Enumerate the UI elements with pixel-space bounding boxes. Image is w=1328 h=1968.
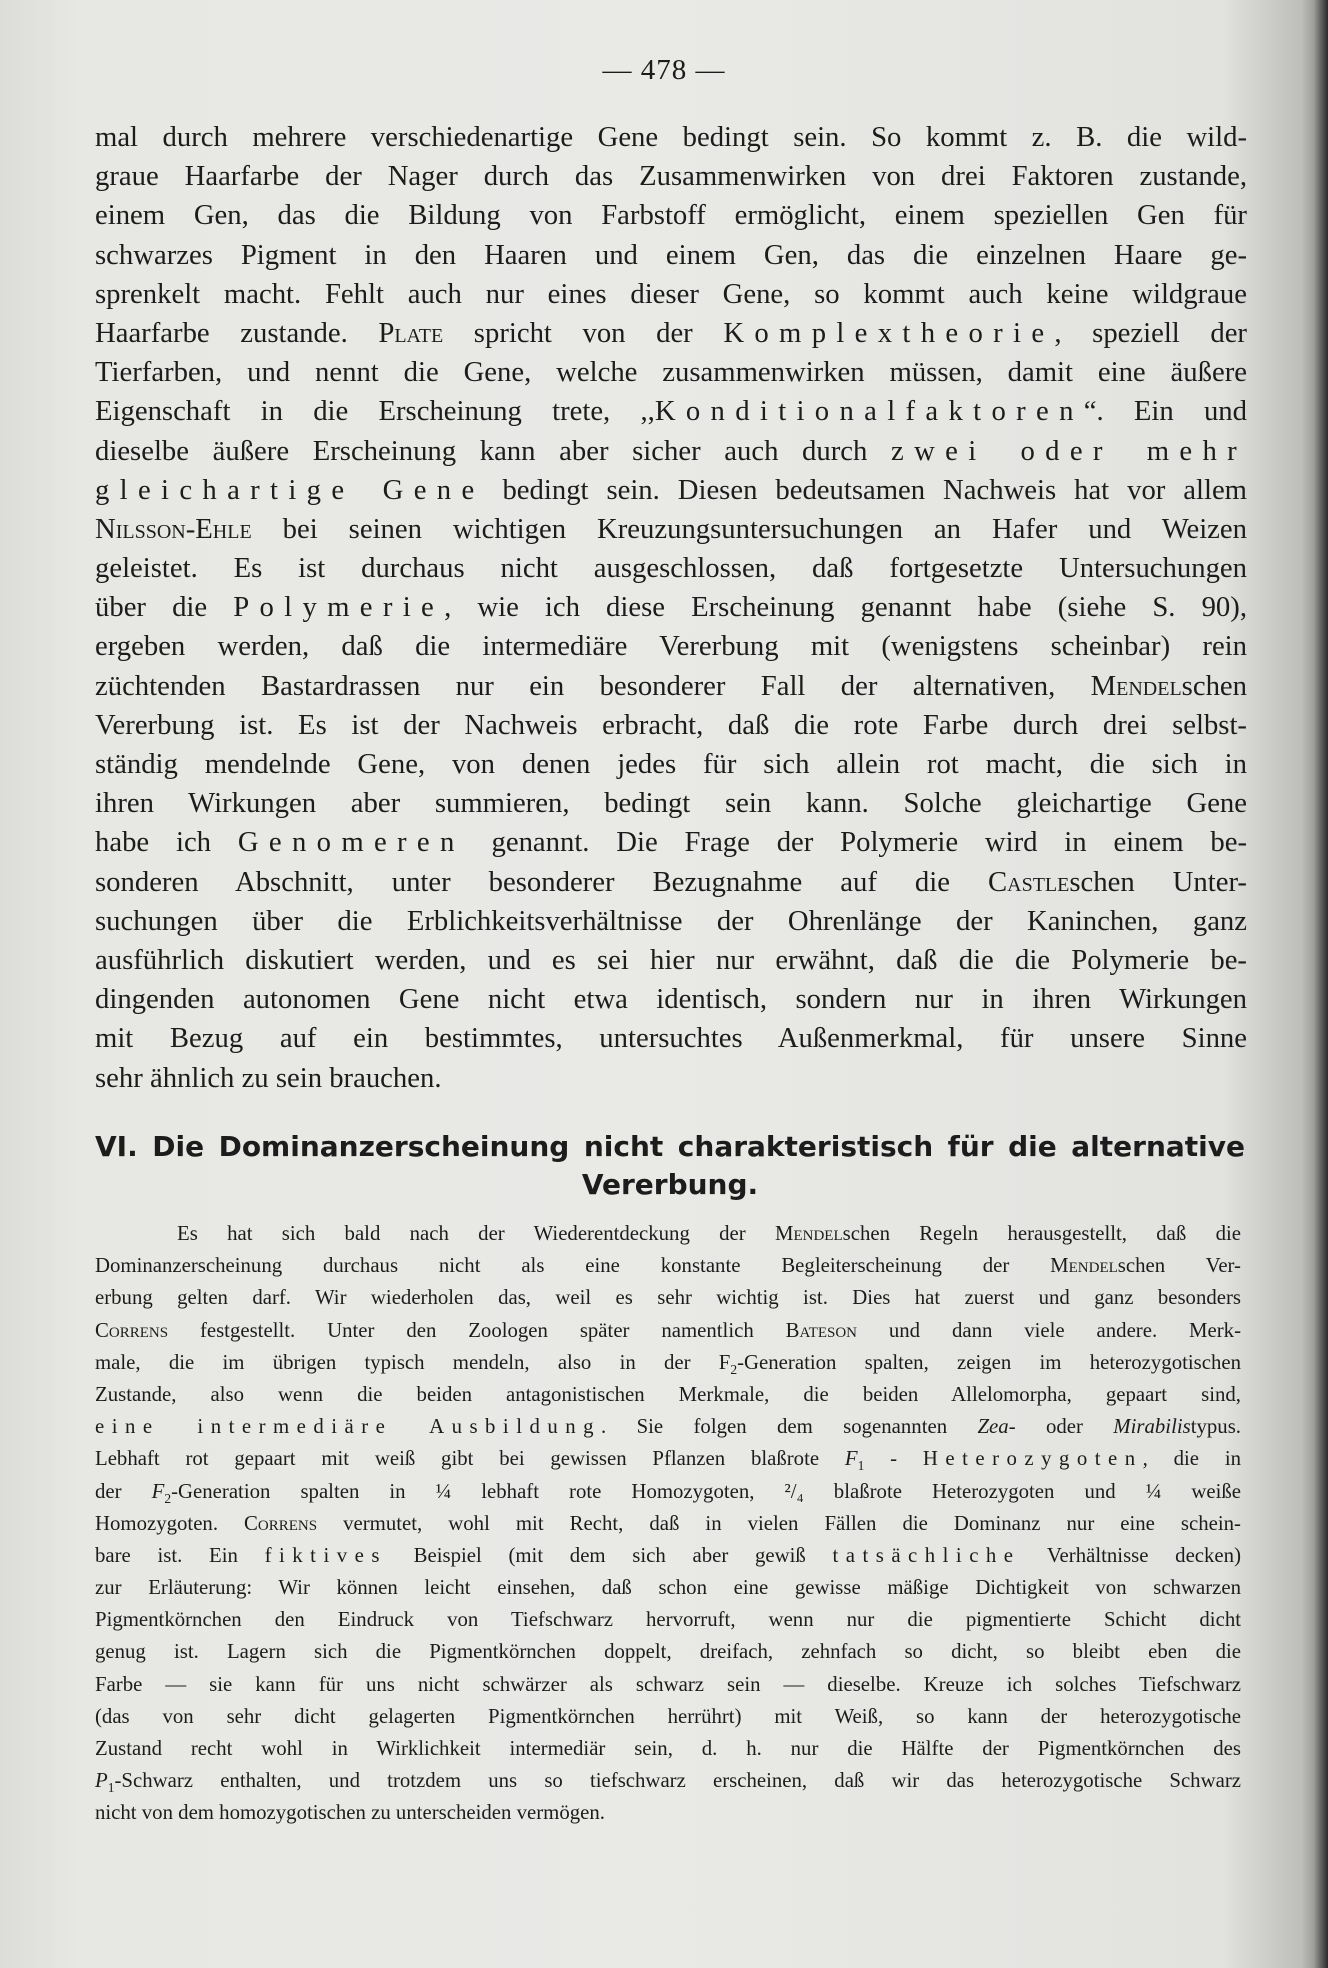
text-segment: Heterozygoten bbox=[922, 1447, 1143, 1471]
text-segment: Beispiel (mit dem sich aber gewiß bbox=[386, 1543, 833, 1567]
text-segment: Plate bbox=[378, 316, 444, 349]
text-segment: festgestellt. Unter den Zoologen später namentlich bbox=[168, 1318, 786, 1342]
text-segment: . Sie folgen dem sogenannten bbox=[601, 1415, 978, 1439]
text-segment: (das von sehr dicht gelagerten Pigmentkörnchen herrührt) mit Weiß, so kann der heterozygotische bbox=[95, 1704, 1241, 1728]
text-segment: 2 bbox=[164, 1490, 172, 1506]
text-line bbox=[95, 667, 1247, 706]
text-line bbox=[95, 1379, 1241, 1411]
text-segment: Verhältnisse decken) bbox=[1020, 1543, 1241, 1567]
text-segment: ergeben werden, daß die intermediäre Vererbung mit (wenigstens scheinbar) rein bbox=[95, 630, 1247, 663]
text-segment: typus. bbox=[1190, 1415, 1241, 1439]
text-segment: fiktives bbox=[264, 1543, 387, 1567]
text-segment: -Generation spalten in ¼ lebhaft rote Homozygoten, ²/₄ blaßrote Heterozygoten und ¼ weiße bbox=[171, 1479, 1241, 1503]
text-line bbox=[95, 1218, 1241, 1250]
text-line bbox=[95, 588, 1247, 627]
text-segment: Pigmentkörnchen den Eindruck von Tiefschwarz hervorruft, wenn nur die pigmentierte Schicht dicht bbox=[95, 1608, 1241, 1632]
text-line bbox=[95, 706, 1247, 745]
text-line bbox=[95, 1250, 1241, 1282]
text-segment: Bateson bbox=[785, 1318, 857, 1342]
text-line bbox=[95, 353, 1247, 392]
text-segment: züchtenden Bastardrassen nur ein besonderer Fall der alternativen, bbox=[95, 669, 1091, 702]
text-segment: 1 bbox=[107, 1780, 115, 1796]
text-segment: eine intermediäre Ausbildung bbox=[95, 1415, 602, 1439]
text-segment: Konditionalfaktoren bbox=[654, 395, 1084, 428]
text-line bbox=[95, 275, 1247, 314]
text-line bbox=[95, 471, 1247, 510]
text-line bbox=[95, 1765, 1241, 1797]
text-segment: Homozygoten. bbox=[95, 1511, 245, 1535]
text-line bbox=[95, 1733, 1241, 1765]
text-segment: schen Regeln herausgestellt, daß die bbox=[842, 1222, 1241, 1245]
text-line bbox=[95, 745, 1247, 784]
text-segment: habe ich bbox=[95, 826, 238, 859]
text-line bbox=[95, 941, 1247, 980]
text-segment: “. Ein und bbox=[1083, 395, 1247, 428]
text-segment: sprenkelt macht. Fehlt auch nur eines dieser Gene, so kommt auch keine wildgraue bbox=[95, 277, 1247, 310]
text-line bbox=[95, 1572, 1241, 1604]
text-segment: tatsächliche bbox=[832, 1543, 1021, 1567]
text-line bbox=[95, 432, 1247, 471]
text-segment: mit Bezug auf ein bestimmtes, untersuchtes Außenmerkmal, für unsere Sinne bbox=[95, 1022, 1247, 1055]
text-segment: schen bbox=[1181, 669, 1247, 702]
section-heading bbox=[95, 1128, 1245, 1204]
text-segment: Polymerie bbox=[233, 591, 445, 624]
text-segment: bei seinen wichtigen Kreuzungsuntersuchungen an Hafer und Weizen bbox=[251, 512, 1247, 545]
text-segment: erbung gelten darf. Wir wiederholen das, weil es sehr wichtig ist. Dies hat zuerst und ganz besonders bbox=[95, 1286, 1241, 1310]
text-segment: nicht von dem homozygotischen zu unterscheiden vermögen. bbox=[95, 1801, 605, 1825]
text-line bbox=[95, 236, 1247, 275]
text-line bbox=[95, 510, 1247, 549]
text-segment: Eigenschaft in die Erscheinung trete, ,, bbox=[95, 395, 655, 428]
text-line bbox=[95, 1282, 1241, 1314]
text-line bbox=[95, 196, 1247, 235]
text-segment: Castle bbox=[988, 865, 1070, 898]
text-line bbox=[95, 1797, 1241, 1829]
text-segment: , speziell der bbox=[1054, 316, 1247, 349]
text-segment: - bbox=[864, 1447, 923, 1471]
text-line bbox=[95, 392, 1247, 431]
text-segment: genannt. Die Frage der Polymerie wird in einem be- bbox=[464, 826, 1248, 859]
text-segment: Mirabilis bbox=[1113, 1415, 1191, 1439]
text-segment: Es hat sich bald nach der Wiederentdeckung der bbox=[177, 1222, 775, 1245]
section-heading-line-1: VI. Die Dominanzerscheinung nicht charakteristisch für die alternative bbox=[95, 1130, 1245, 1163]
text-line bbox=[95, 1508, 1241, 1540]
text-segment: Vererbung ist. Es ist der Nachweis erbracht, daß die rote Farbe durch drei selbst- bbox=[95, 708, 1247, 741]
text-segment: 2 bbox=[730, 1361, 738, 1377]
text-segment: , die in bbox=[1142, 1447, 1241, 1471]
text-segment: F bbox=[844, 1447, 858, 1471]
text-segment: Komplextheorie bbox=[723, 316, 1055, 349]
text-line bbox=[95, 1476, 1241, 1508]
text-segment: sehr ähnlich zu sein brauchen. bbox=[95, 1061, 442, 1094]
text-segment: Zustande, also wenn die beiden antagonistischen Merkmale, die beiden Allelomorpha, gepaart sind, bbox=[95, 1382, 1241, 1406]
text-segment: über die bbox=[95, 591, 234, 624]
text-line bbox=[95, 1540, 1241, 1572]
text-segment: dieselbe äußere Erscheinung kann aber sicher auch durch bbox=[95, 434, 892, 467]
text-segment: bare ist. Ein bbox=[95, 1543, 265, 1567]
text-line bbox=[95, 1636, 1241, 1668]
text-segment: zwei oder mehr bbox=[891, 434, 1248, 467]
text-line bbox=[95, 1701, 1241, 1733]
text-segment: P bbox=[95, 1769, 108, 1793]
text-line bbox=[95, 627, 1247, 666]
text-segment: Correns bbox=[95, 1318, 169, 1342]
text-segment: sonderen Abschnitt, unter besonderer Bezugnahme auf die bbox=[95, 865, 988, 898]
text-line bbox=[95, 549, 1247, 588]
page-edge-shadow bbox=[1314, 0, 1328, 1968]
text-segment: geleistet. Es ist durchaus nicht ausgeschlossen, daß fortgesetzte Untersuchungen bbox=[95, 552, 1247, 585]
text-segment: gleichartige Gene bbox=[95, 473, 485, 506]
text-segment: F bbox=[151, 1479, 165, 1503]
text-line bbox=[95, 1019, 1247, 1058]
text-segment: zur Erläuterung: Wir können leicht einsehen, daß schon eine gewisse mäßige Dichtigkeit von schwarzen bbox=[95, 1576, 1241, 1600]
text-segment: vermutet, wohl mit Recht, daß in vielen Fällen die Dominanz nur eine schein- bbox=[317, 1511, 1241, 1535]
text-line bbox=[95, 157, 1247, 196]
text-line bbox=[95, 863, 1247, 902]
text-line bbox=[95, 1443, 1241, 1475]
text-segment: Dominanzerscheinung durchaus nicht als eine konstante Begleiterscheinung der bbox=[95, 1254, 1051, 1278]
text-line bbox=[95, 1059, 1247, 1098]
text-segment: -Generation spalten, zeigen im heterozygotischen bbox=[737, 1350, 1242, 1374]
page-number: — 478 — bbox=[602, 54, 726, 86]
text-segment: graue Haarfarbe der Nager durch das Zusammenwirken von drei Faktoren zustande, bbox=[95, 160, 1247, 193]
text-segment: -Schwarz enthalten, und trotzdem uns so tiefschwarz erscheinen, daß wir das heterozygotische Schwarz bbox=[114, 1769, 1241, 1793]
text-line bbox=[95, 118, 1247, 157]
text-segment: Haarfarbe zustande. bbox=[95, 316, 379, 349]
text-segment: ihren Wirkungen aber summieren, bedingt sein kann. Solche gleichartige Gene bbox=[95, 787, 1247, 820]
text-segment: Zustand recht wohl in Wirklichkeit intermediär sein, d. h. nur die Hälfte der Pigmentkörnchen des bbox=[95, 1737, 1241, 1760]
text-line bbox=[95, 980, 1247, 1019]
text-segment: Mendel bbox=[774, 1222, 843, 1245]
text-segment: suchungen über die Erblichkeitsverhältnisse der Ohrenlänge der Kaninchen, ganz bbox=[95, 904, 1247, 937]
text-line bbox=[95, 1669, 1241, 1701]
text-line bbox=[95, 902, 1247, 941]
text-segment: Nilsson-Ehle bbox=[95, 512, 252, 545]
text-segment: Genomeren bbox=[237, 826, 465, 859]
text-segment: schwarzes Pigment in den Haaren und einem Gen, das die einzelnen Haare ge- bbox=[95, 238, 1247, 271]
text-segment: dingenden autonomen Gene nicht etwa identisch, sondern nur in ihren Wirkungen bbox=[95, 983, 1247, 1016]
text-segment: der bbox=[95, 1479, 152, 1503]
text-segment: genug ist. Lagern sich die Pigmentkörnchen doppelt, dreifach, zehnfach so dicht, so bleibt eben die bbox=[95, 1640, 1241, 1664]
text-segment: 1 bbox=[857, 1458, 865, 1474]
section-heading-line-2: Vererbung. bbox=[581, 1168, 759, 1201]
text-segment: spricht von der bbox=[443, 316, 724, 349]
text-line bbox=[95, 823, 1247, 862]
text-segment: Mendel bbox=[1090, 669, 1182, 702]
text-segment: schen Unter- bbox=[1069, 865, 1247, 898]
text-segment: Zea bbox=[977, 1415, 1009, 1439]
text-segment: Correns bbox=[244, 1511, 318, 1535]
text-segment: Lebhaft rot gepaart mit weiß gibt bei gewissen Pflanzen blaßrote bbox=[95, 1447, 845, 1471]
text-segment: - oder bbox=[1008, 1415, 1114, 1439]
text-segment: Farbe — sie kann für uns nicht schwärzer als schwarz sein — dieselbe. Kreuze ich solches Tiefschwarz bbox=[95, 1672, 1241, 1696]
text-segment: einem Gen, das die Bildung von Farbstoff ermöglicht, einem speziellen Gen für bbox=[95, 199, 1247, 232]
text-segment: bedingt sein. Diesen bedeutsamen Nachweis hat vor allem bbox=[484, 473, 1247, 506]
text-line bbox=[95, 1347, 1241, 1379]
text-segment: schen Ver- bbox=[1117, 1254, 1241, 1278]
text-line bbox=[95, 1604, 1241, 1636]
text-segment: ständig mendelnde Gene, von denen jedes für sich allein rot macht, die sich in bbox=[95, 748, 1247, 780]
body-paragraph bbox=[95, 118, 1247, 1098]
text-segment: ausführlich diskutiert werden, und es sei hier nur erwähnt, daß die die Polymerie be- bbox=[95, 943, 1247, 976]
text-segment: mal durch mehrere verschiedenartige Gene bedingt sein. So kommt z. B. die wild- bbox=[95, 121, 1247, 153]
small-print-paragraph bbox=[95, 1218, 1241, 1830]
text-segment: Tierfarben, und nennt die Gene, welche zusammenwirken müssen, damit eine äußere bbox=[95, 356, 1247, 389]
text-segment: Mendel bbox=[1050, 1254, 1118, 1278]
text-segment: und dann viele andere. Merk- bbox=[857, 1318, 1241, 1342]
text-segment: , wie ich diese Erscheinung genannt habe (siehe S. 90), bbox=[444, 591, 1247, 624]
text-line bbox=[95, 784, 1247, 823]
text-line bbox=[95, 1315, 1241, 1347]
text-segment: male, die im übrigen typisch mendeln, also in der F bbox=[95, 1350, 731, 1374]
text-line bbox=[95, 1411, 1241, 1443]
text-line bbox=[95, 314, 1247, 353]
